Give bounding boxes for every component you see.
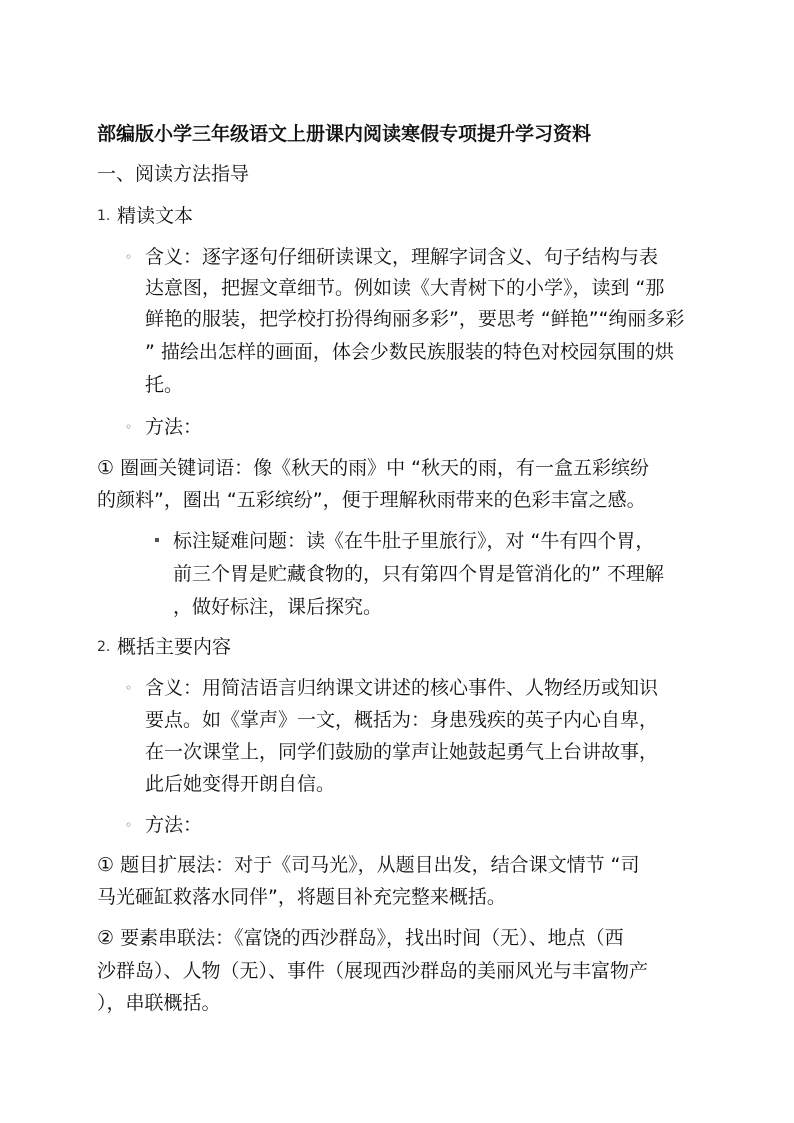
part1-meaning-line: ” 描绘出怎样的画面，体会少数民族服装的特色对校园氛围的烘 — [145, 341, 674, 363]
part1-meaning-line: 含义：逐字逐句仔细研读课文，理解字词含义、句子结构与表 — [145, 246, 659, 268]
bullet-marker: ◦ — [125, 818, 133, 832]
part2-number: 2. — [97, 639, 111, 655]
bullet-marker: ◦ — [125, 250, 133, 264]
part1-number: 1. — [97, 208, 111, 224]
part1-method1-line: ① 圈画关键词语：像《秋天的雨》中 “秋天的雨，有一盒五彩缤纷 — [97, 457, 649, 479]
part2-meaning-line: 含义：用简洁语言归纳课文讲述的核心事件、人物经历或知识 — [145, 677, 659, 699]
part1-method1-line: 的颜料”，圈出 “五彩缤纷”，便于理解秋雨带来的色彩丰富之感。 — [97, 489, 646, 511]
section-heading: 一、阅读方法指导 — [97, 163, 250, 185]
part2-method1-line: ① 题目扩展法：对于《司马光》，从题目出发，结合课文情节 “司 — [97, 854, 640, 876]
square-bullet-icon — [155, 538, 159, 542]
part2-meaning-line: 在一次课堂上，同学们鼓励的掌声让她鼓起勇气上台讲故事， — [145, 741, 659, 763]
part1-meaning-line: 达意图，把握文章细节。例如读《大青树下的小学》，读到 “那 — [145, 277, 665, 299]
part1-meaning-line: 鲜艳的服装，把学校打扮得绚丽多彩”，要思考 “鲜艳”“绚丽多彩 — [145, 308, 685, 330]
part1-method-label: 方法： — [145, 416, 203, 438]
part2-method2-line: 沙群岛）、人物（无）、事件（展现西沙群岛的美丽风光与丰富物产 — [97, 960, 649, 982]
part2-meaning-line: 要点。如《掌声》一文，概括为：身患残疾的英子内心自卑， — [145, 709, 659, 731]
part2-meaning-line: 此后她变得开朗自信。 — [145, 773, 336, 795]
part1-method2-line: 标注疑难问题：读《在牛肚子里旅行》，对 “牛有四个胃， — [173, 530, 655, 552]
bullet-marker: ◦ — [125, 681, 133, 695]
part1-heading: 精读文本 — [117, 205, 194, 227]
document-title: 部编版小学三年级语文上册课内阅读寒假专项提升学习资料 — [97, 123, 592, 145]
part2-heading: 概括主要内容 — [117, 636, 232, 658]
part1-meaning-line: 托。 — [145, 374, 184, 396]
part2-method-label: 方法： — [145, 814, 203, 836]
part1-method2-line: 前三个胃是贮藏食物的，只有第四个胃是管消化的” 不理解 — [173, 563, 664, 585]
part2-method2-line: ② 要素串联法：《富饶的西沙群岛》，找出时间（无）、地点（西 — [97, 927, 624, 949]
part2-method2-line: ），串联概括。 — [97, 992, 221, 1014]
part1-method2-line: ，做好标注，课后探究。 — [173, 596, 383, 618]
part2-method1-line: 马光砸缸救落水同伴”，将题目补充完整来概括。 — [97, 886, 506, 908]
bullet-marker: ◦ — [125, 420, 133, 434]
